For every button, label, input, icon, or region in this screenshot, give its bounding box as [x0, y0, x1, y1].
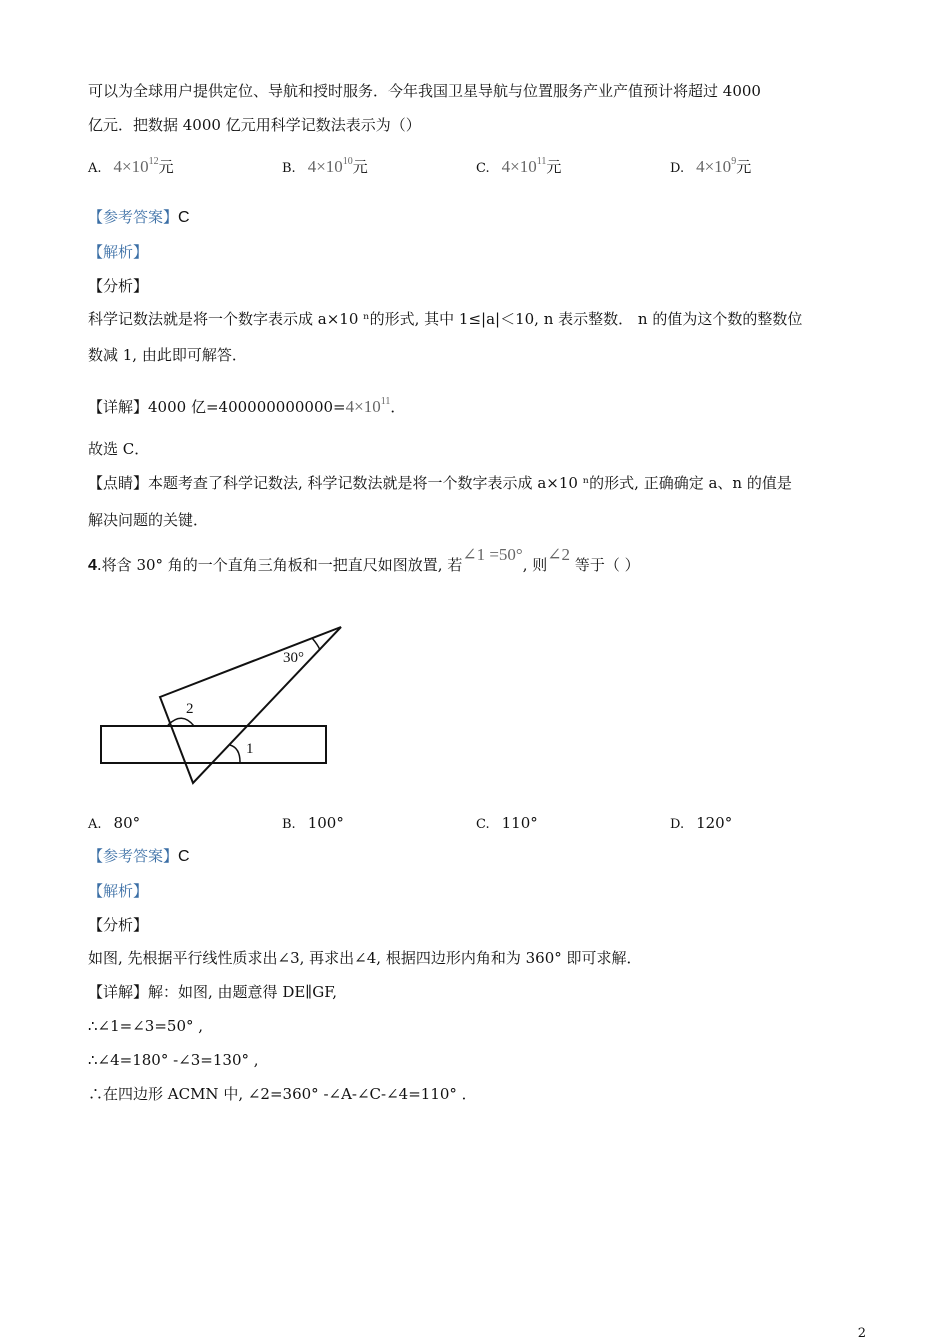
q4-answer: 【参考答案】C — [88, 847, 190, 865]
q3-option-a: A. $4\times 10^{12}$元 — [88, 156, 174, 176]
q3-option-b: B. $4\times 10^{10}$元 — [282, 156, 368, 176]
q3-dianjing-line2: 解决问题的关键． — [88, 511, 209, 529]
q3-option-c: C. $4\times 10^{11}$元 — [476, 156, 562, 176]
q3-stem-line1: 可以为全球用户提供定位、导航和授时服务．今年我国卫星导航与位置服务产业产值预计将超过 4000 — [88, 82, 761, 100]
q3-analysis-label: 【解析】 — [88, 243, 149, 261]
q4-figure — [90, 615, 370, 795]
q4-angle2-math: ∠2 — [547, 545, 571, 564]
label-30-degree: 30° — [283, 650, 304, 666]
q4-option-b: B. 100° — [282, 814, 344, 832]
page-number: 2 — [857, 1326, 866, 1341]
q4-detail: 【详解】解：如图, 由题意得 DE∥GF, — [88, 983, 338, 1001]
q4-angle1-math: ∠1 =50° — [462, 545, 523, 564]
ruler — [101, 726, 326, 763]
angle-2-arc — [168, 718, 194, 726]
q4-fenxi-text: 如图, 先根据平行线性质求出∠3, 再求出∠4, 根据四边形内角和为 360° 即可求解． — [88, 949, 642, 967]
angle-1-arc — [230, 745, 240, 762]
q3-choose: 故选 C． — [88, 440, 150, 458]
q4-option-a: A. 80° — [88, 814, 141, 832]
q4-step1: ∴∠1=∠3=50° , — [88, 1017, 204, 1035]
q4-stem: 4.将含 30° 角的一个直角三角板和一把直尺如图放置, 若∠1 =50°, 则∠2 等于（ ） — [88, 545, 640, 574]
q4-fenxi-label: 【分析】 — [88, 916, 149, 934]
q4-step2: ∴∠4=180° -∠3=130° , — [88, 1051, 259, 1069]
q4-number: 4 — [88, 557, 97, 574]
q3-dianjing-line1: 【点睛】本题考查了科学记数法, 科学记数法就是将一个数字表示成 a×10 ⁿ的形式, 正确确定 a、n 的值是 — [88, 474, 792, 492]
label-angle-2: 2 — [186, 701, 194, 717]
q3-fenxi-line2: 数减 1, 由此即可解答． — [88, 346, 247, 364]
q3-stem-line2: 亿元．把数据 4000 亿元用科学记数法表示为（） — [88, 116, 421, 134]
q3-fenxi-line1: 科学记数法就是将一个数字表示成 a×10 ⁿ的形式, 其中 1≤|a|＜10, n 表示整数． n 的值为这个数的整数位 — [88, 310, 803, 328]
label-angle-1: 1 — [246, 741, 254, 757]
q4-option-c: C. 110° — [476, 814, 538, 832]
q3-detail: 【详解】4000 亿$=400000000000=4\times 10^{11}$． — [88, 396, 406, 416]
q4-step3: ∴在四边形 ACMN 中, ∠2=360° -∠A-∠C-∠4=110° ． — [88, 1085, 477, 1103]
q3-answer: 【参考答案】C — [88, 208, 190, 226]
q4-analysis-label: 【解析】 — [88, 882, 149, 900]
q4-option-d: D. 120° — [670, 814, 733, 832]
q3-fenxi-label: 【分析】 — [88, 277, 149, 295]
angle-30-arc — [312, 638, 320, 650]
q3-option-d: D. $4\times 10^9$元 — [670, 156, 752, 176]
